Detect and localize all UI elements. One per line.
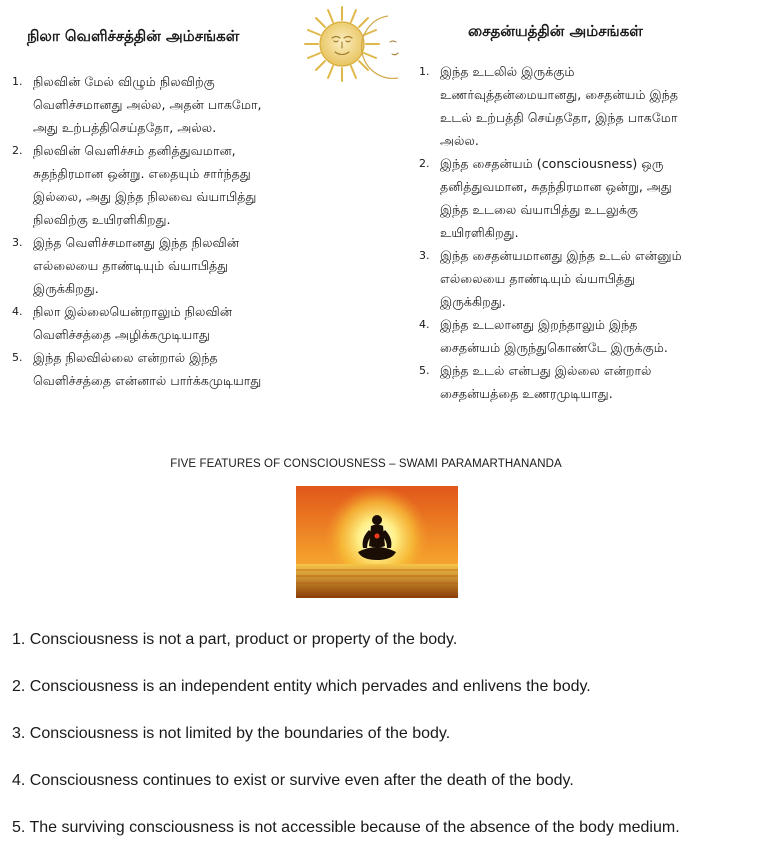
list-item-number: 2. — [12, 144, 23, 157]
list-item-line: வெளிச்சத்தை என்னால் பார்க்கமுடியாது — [33, 373, 262, 388]
consciousness-features-list — [419, 60, 755, 405]
list-item-line: இந்த நிலவில்லை என்றால் இந்த — [33, 350, 218, 365]
list-item-line: நிலவிற்கு உயிரளிகிறது. — [33, 212, 171, 227]
list-item-number: 2. — [419, 157, 430, 170]
list-item-line: சுதந்திரமான ஒன்று. எதையும் சார்ந்தது — [33, 166, 251, 181]
list-item — [419, 359, 755, 405]
list-item-text — [33, 300, 330, 346]
list-item-line: எல்லையை தாண்டியும் வ்யாபித்து — [33, 258, 229, 273]
list-item-line: இந்த உடலை வ்யாபித்து உடலுக்கு — [440, 202, 639, 217]
list-item — [419, 313, 755, 359]
list-item-line: இருக்கிறது. — [33, 281, 99, 296]
list-item-number: 3. — [12, 236, 23, 249]
list-item-line: உடல் உற்பத்தி செய்ததோ, இந்த பாகமோ — [440, 110, 678, 125]
list-item-number: 5. — [419, 364, 430, 377]
list-item — [12, 231, 330, 300]
list-item-text — [440, 244, 755, 313]
list-item-line: இந்த உடலானது இறந்தாலும் இந்த — [440, 317, 638, 332]
list-item-line: உணர்வுத்தன்மையானது, சைதன்யம் இந்த — [440, 87, 679, 102]
list-item-number: 5. — [12, 351, 23, 364]
list-item-line: வெளிச்சமானது அல்ல, அதன் பாகமோ, — [33, 97, 262, 112]
consciousness-features-title: சைதன்யத்தின் அம்சங்கள் — [468, 22, 643, 40]
list-item-text — [440, 359, 755, 405]
list-item — [419, 60, 755, 152]
list-item-line: நிலா இல்லையென்றாலும் நிலவின் — [33, 304, 233, 319]
list-item-line: நிலவின் மேல் விழும் நிலவிற்கு — [33, 74, 215, 89]
list-item-text — [33, 139, 330, 231]
list-item-text — [33, 231, 330, 300]
list-item-line: தனித்துவமான, சுதந்திரமான ஒன்று, அது — [440, 179, 672, 194]
meditation-image — [296, 486, 458, 598]
features-list-english — [12, 629, 762, 864]
list-item-text — [33, 346, 330, 392]
list-item-line: எல்லையை தாண்டியும் வ்யாபித்து — [440, 271, 636, 286]
list-item-line: இந்த உடல் என்பது இல்லை என்றால் — [440, 363, 652, 378]
feature-item: 4. Consciousness continues to exist or survive even after the death of the body. — [12, 772, 574, 789]
list-item — [12, 139, 330, 231]
list-item-line: சைதன்யம் இருந்துகொண்டே இருக்கும். — [440, 340, 668, 355]
sun-moon-icon — [296, 4, 420, 86]
feature-item: 3. Consciousness is not limited by the boundaries of the body. — [12, 725, 451, 742]
list-item — [12, 346, 330, 392]
list-item-line: அல்ல. — [440, 133, 479, 148]
list-item-line: இந்த சைதன்யமானது இந்த உடல் என்னும் — [440, 248, 682, 263]
section-heading: FIVE FEATURES OF CONSCIOUSNESS – SWAMI PARAMARTHANANDA — [170, 458, 562, 470]
list-item-line: இருக்கிறது. — [440, 294, 506, 309]
list-item-line: அது உற்பத்திசெய்ததோ, அல்ல. — [33, 120, 217, 135]
moonlight-features-list — [12, 70, 330, 392]
list-item — [12, 70, 330, 139]
list-item-text — [440, 313, 755, 359]
list-item — [419, 244, 755, 313]
moonlight-features-title: நிலா வெளிச்சத்தின் அம்சங்கள் — [27, 27, 240, 45]
list-item — [12, 300, 330, 346]
list-item-number: 3. — [419, 249, 430, 262]
list-item-text — [440, 152, 755, 244]
feature-item: 1. Consciousness is not a part, product or property of the body. — [12, 631, 458, 648]
list-item-number: 1. — [12, 75, 23, 88]
list-item-line: வெளிச்சத்தை அழிக்கமுடியாது — [33, 327, 210, 342]
list-item-number: 4. — [419, 318, 430, 331]
list-item — [419, 152, 755, 244]
list-item-number: 1. — [419, 65, 430, 78]
list-item-line: இந்த உடலில் இருக்கும் — [440, 64, 575, 79]
feature-item: 2. Consciousness is an independent entity which pervades and enlivens the body. — [12, 678, 591, 695]
list-item-line: இந்த வெளிச்சமானது இந்த நிலவின் — [33, 235, 240, 250]
feature-item: 5. The surviving consciousness is not accessible because of the absence of the body medium. — [12, 819, 680, 836]
list-item-text — [33, 70, 330, 139]
list-item-line: இல்லை, அது இந்த நிலவை வ்யாபித்து — [33, 189, 257, 204]
list-item-number: 4. — [12, 305, 23, 318]
list-item-line: உயிரளிகிறது. — [440, 225, 519, 240]
list-item-line: சைதன்யத்தை உணரமுடியாது. — [440, 386, 613, 401]
list-item-line: இந்த சைதன்யம் (consciousness) ஒரு — [440, 156, 664, 171]
list-item-text — [440, 60, 755, 152]
list-item-line: நிலவின் வெளிச்சம் தனித்துவமான, — [33, 143, 236, 158]
